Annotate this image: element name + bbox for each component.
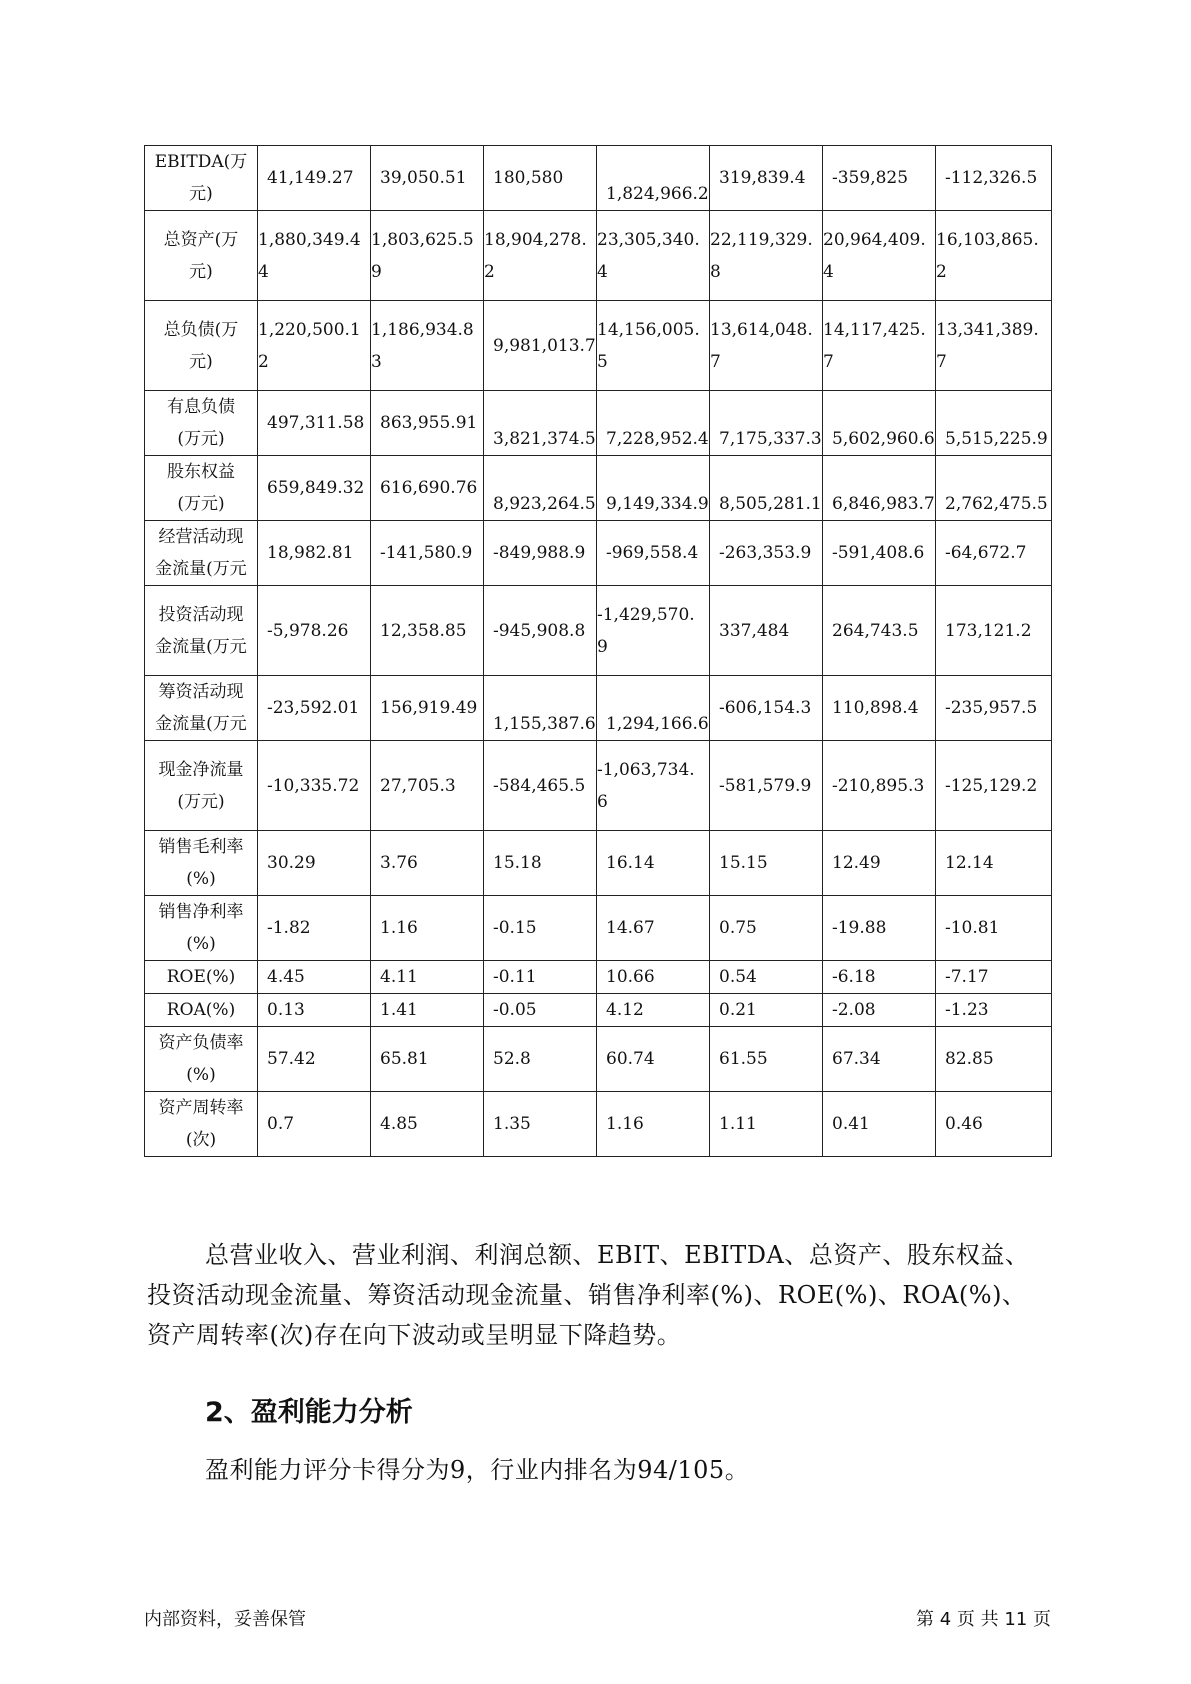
cell-value: 10.66	[606, 967, 655, 987]
cell-value: -969,558.4	[606, 543, 699, 563]
row-label	[145, 521, 258, 586]
cell-value: 3,821,374.5	[493, 429, 596, 449]
cell-value: -0.05	[493, 1000, 537, 1020]
cell-value: 4.85	[380, 1114, 418, 1134]
table-cell	[484, 1027, 597, 1092]
cell-value: -19.88	[832, 918, 887, 938]
cell-value: -584,465.5	[493, 775, 586, 796]
table-cell	[936, 741, 1052, 831]
cell-value: 57.42	[267, 1049, 316, 1069]
table-cell	[823, 896, 936, 961]
table-row	[145, 741, 1052, 831]
cell-value: 2,762,475.5	[945, 494, 1048, 514]
cell-value: 7,175,337.3	[719, 429, 822, 449]
table-cell	[258, 741, 371, 831]
cell-value: 497,311.58	[267, 413, 365, 433]
table-row	[145, 994, 1052, 1027]
table-cell	[371, 1027, 484, 1092]
table-cell	[484, 521, 597, 586]
table-cell	[371, 146, 484, 211]
table-cell	[823, 831, 936, 896]
cell-value: -64,672.7	[945, 543, 1027, 563]
cell-value: 12.49	[832, 853, 881, 873]
table-cell	[710, 146, 823, 211]
table-cell	[597, 1092, 710, 1157]
cell-value: 41,149.27	[267, 168, 354, 188]
cell-value: -7.17	[945, 967, 989, 987]
row-label-text: 经营活动现 金流量(万元	[155, 527, 247, 579]
cell-value: 4.11	[380, 967, 418, 987]
table-cell	[258, 146, 371, 211]
table-cell	[710, 961, 823, 994]
row-label	[145, 961, 258, 994]
table-cell	[936, 896, 1052, 961]
table-cell	[597, 521, 710, 586]
cell-value: 14.67	[606, 918, 655, 938]
table-cell	[371, 391, 484, 456]
table-cell	[936, 146, 1052, 211]
cell-value: -1.23	[945, 1000, 989, 1020]
table-cell	[484, 391, 597, 456]
cell-value: -263,353.9	[719, 543, 812, 563]
table-cell	[371, 586, 484, 676]
score-paragraph: 盈利能力评分卡得分为9，行业内排名为94/105。	[205, 1456, 750, 1484]
table-cell	[710, 521, 823, 586]
cell-value: 1.16	[606, 1114, 644, 1134]
cell-value: 16.14	[606, 853, 655, 873]
table-cell	[597, 391, 710, 456]
cell-value: 4.45	[267, 967, 305, 987]
cell-value: 337,484	[719, 620, 790, 641]
table-cell	[823, 456, 936, 521]
cell-value: -1,429,570. 9	[597, 604, 695, 657]
cell-value: 173,121.2	[945, 620, 1032, 641]
cell-value: -10.81	[945, 918, 1000, 938]
table-row	[145, 301, 1052, 391]
table-row	[145, 211, 1052, 301]
cell-value: 1,294,166.6	[606, 714, 709, 734]
cell-value: 18,982.81	[267, 543, 354, 563]
cell-value: 0.21	[719, 1000, 757, 1020]
table-cell	[936, 211, 1052, 301]
row-label-text: 资产周转率 (次)	[158, 1098, 244, 1150]
table-body	[145, 146, 1052, 1157]
row-label	[145, 994, 258, 1027]
cell-value: 14,117,425. 7	[823, 319, 926, 372]
table-cell	[484, 211, 597, 301]
cell-value: 82.85	[945, 1049, 994, 1069]
table-cell	[597, 896, 710, 961]
cell-value: 0.41	[832, 1114, 870, 1134]
row-label-text: 投资活动现 金流量(万元	[155, 604, 247, 657]
financial-table	[144, 145, 1052, 1157]
cell-value: -581,579.9	[719, 775, 812, 796]
cell-value: 1,803,625.5 9	[371, 229, 474, 282]
table-row	[145, 896, 1052, 961]
table-cell	[371, 896, 484, 961]
cell-value: 264,743.5	[832, 620, 919, 641]
cell-value: 6,846,983.7	[832, 494, 935, 514]
table-cell	[597, 456, 710, 521]
table-cell	[258, 896, 371, 961]
cell-value: 15.18	[493, 853, 542, 873]
cell-value: -591,408.6	[832, 543, 925, 563]
row-label-text: EBITDA(万 元)	[154, 152, 248, 204]
row-label	[145, 301, 258, 391]
row-label	[145, 676, 258, 741]
table-cell	[258, 521, 371, 586]
cell-value: 319,839.4	[719, 168, 806, 188]
cell-value: 61.55	[719, 1049, 768, 1069]
row-label-text: 股东权益 (万元)	[167, 462, 235, 514]
cell-value: -606,154.3	[719, 698, 812, 718]
table-row	[145, 146, 1052, 211]
row-label	[145, 831, 258, 896]
cell-value: -6.18	[832, 967, 876, 987]
table-cell	[823, 741, 936, 831]
cell-value: 1,220,500.1 2	[258, 319, 361, 372]
footer-page-number: 第 4 页 共 11 页	[916, 1609, 1051, 1630]
table-cell	[258, 831, 371, 896]
row-label	[145, 1027, 258, 1092]
cell-value: 15.15	[719, 853, 768, 873]
cell-value: 67.34	[832, 1049, 881, 1069]
cell-value: 1.11	[719, 1114, 757, 1134]
table-cell	[823, 301, 936, 391]
table-row	[145, 521, 1052, 586]
table-cell	[936, 961, 1052, 994]
cell-value: -210,895.3	[832, 775, 925, 796]
table-cell	[823, 961, 936, 994]
table-cell	[710, 391, 823, 456]
table-cell	[258, 961, 371, 994]
table-cell	[258, 301, 371, 391]
table-cell	[597, 676, 710, 741]
cell-value: 1.16	[380, 918, 418, 938]
table-cell	[484, 1092, 597, 1157]
cell-value: 27,705.3	[380, 775, 456, 796]
table-cell	[484, 994, 597, 1027]
cell-value: 1,155,387.6	[493, 714, 596, 734]
cell-value: 18,904,278. 2	[484, 229, 587, 282]
cell-value: 0.54	[719, 967, 757, 987]
row-label	[145, 896, 258, 961]
table-cell	[823, 1092, 936, 1157]
cell-value: 180,580	[493, 168, 564, 188]
table-cell	[258, 676, 371, 741]
cell-value: 0.13	[267, 1000, 305, 1020]
cell-value: 156,919.49	[380, 698, 478, 718]
cell-value: 0.75	[719, 918, 757, 938]
cell-value: 0.7	[267, 1114, 295, 1134]
cell-value: 4.12	[606, 1000, 644, 1020]
table-cell	[597, 994, 710, 1027]
table-cell	[936, 1027, 1052, 1092]
table-cell	[936, 676, 1052, 741]
table-cell	[710, 994, 823, 1027]
table-cell	[597, 586, 710, 676]
table-row	[145, 391, 1052, 456]
row-label	[145, 741, 258, 831]
footer-confidential: 内部资料，妥善保管	[144, 1609, 306, 1630]
row-label-text: 销售净利率 (%)	[158, 902, 244, 954]
row-label-text: 现金净流量 (万元)	[158, 759, 244, 812]
table-cell	[597, 831, 710, 896]
table-cell	[484, 586, 597, 676]
table-cell	[371, 741, 484, 831]
cell-value: 5,602,960.6	[832, 429, 935, 449]
table-cell	[371, 1092, 484, 1157]
cell-value: 12,358.85	[380, 620, 467, 641]
table-cell	[710, 586, 823, 676]
cell-value: 1,186,934.8 3	[371, 319, 474, 372]
table-cell	[710, 831, 823, 896]
table-row	[145, 1092, 1052, 1157]
row-label-text: 有息负债 (万元)	[167, 397, 235, 449]
table-cell	[597, 961, 710, 994]
cell-value: 8,923,264.5	[493, 494, 596, 514]
cell-value: 9,981,013.7	[493, 335, 596, 356]
table-cell	[371, 961, 484, 994]
table-cell	[936, 586, 1052, 676]
table-cell	[258, 586, 371, 676]
table-cell	[371, 994, 484, 1027]
table-cell	[484, 456, 597, 521]
table-cell	[258, 211, 371, 301]
cell-value: -0.15	[493, 918, 537, 938]
row-label	[145, 586, 258, 676]
cell-value: -10,335.72	[267, 775, 360, 796]
cell-value: 9,149,334.9	[606, 494, 709, 514]
cell-value: 616,690.76	[380, 478, 478, 498]
cell-value: 52.8	[493, 1049, 531, 1069]
cell-value: 22,119,329. 8	[710, 229, 813, 282]
table-cell	[936, 994, 1052, 1027]
cell-value: 1.41	[380, 1000, 418, 1020]
table-row	[145, 456, 1052, 521]
cell-value: 1.35	[493, 1114, 531, 1134]
table-cell	[371, 676, 484, 741]
table-cell	[484, 896, 597, 961]
cell-value: 1,880,349.4 4	[258, 229, 361, 282]
table-cell	[823, 586, 936, 676]
row-label	[145, 391, 258, 456]
cell-value: -125,129.2	[945, 775, 1038, 796]
cell-value: 8,505,281.1	[719, 494, 822, 514]
cell-value: -359,825	[832, 168, 909, 188]
table-cell	[484, 301, 597, 391]
table-cell	[371, 831, 484, 896]
cell-value: -2.08	[832, 1000, 876, 1020]
cell-value: 12.14	[945, 853, 994, 873]
table-cell	[258, 391, 371, 456]
table-cell	[936, 1092, 1052, 1157]
cell-value: -945,908.8	[493, 620, 586, 641]
row-label	[145, 456, 258, 521]
table-row	[145, 676, 1052, 741]
cell-value: 13,341,389. 7	[936, 319, 1039, 372]
table-cell	[484, 741, 597, 831]
cell-value: -112,326.5	[945, 168, 1038, 188]
table-cell	[597, 301, 710, 391]
cell-value: -1.82	[267, 918, 311, 938]
table-cell	[936, 456, 1052, 521]
table-row	[145, 1027, 1052, 1092]
cell-value: 863,955.91	[380, 413, 478, 433]
cell-value: 110,898.4	[832, 698, 919, 718]
table-cell	[823, 676, 936, 741]
row-label	[145, 1092, 258, 1157]
table-cell	[823, 211, 936, 301]
table-cell	[258, 994, 371, 1027]
table-cell	[371, 456, 484, 521]
table-cell	[371, 301, 484, 391]
cell-value: 659,849.32	[267, 478, 365, 498]
cell-value: -1,063,734. 6	[597, 759, 695, 812]
row-label-text: 资产负债率 (%)	[158, 1033, 244, 1085]
cell-value: 20,964,409. 4	[823, 229, 926, 282]
cell-value: 7,228,952.4	[606, 429, 709, 449]
table-cell	[710, 456, 823, 521]
row-label-text: ROE(%)	[166, 967, 236, 987]
table-cell	[597, 1027, 710, 1092]
cell-value: 3.76	[380, 853, 418, 873]
cell-value: 16,103,865. 2	[936, 229, 1039, 282]
cell-value: 0.46	[945, 1114, 983, 1134]
cell-value: -849,988.9	[493, 543, 586, 563]
table-cell	[597, 146, 710, 211]
table-cell	[597, 211, 710, 301]
row-label-text: 销售毛利率 (%)	[158, 837, 244, 889]
table-cell	[371, 211, 484, 301]
table-cell	[710, 741, 823, 831]
table-cell	[371, 521, 484, 586]
row-label-text: ROA(%)	[166, 1000, 236, 1020]
table-row	[145, 831, 1052, 896]
cell-value: -5,978.26	[267, 620, 349, 641]
table-cell	[823, 1027, 936, 1092]
row-label	[145, 146, 258, 211]
table-cell	[484, 961, 597, 994]
row-label-text: 筹资活动现 金流量(万元	[155, 682, 247, 734]
table-cell	[823, 521, 936, 586]
cell-value: 39,050.51	[380, 168, 467, 188]
summary-paragraph: 总营业收入、营业利润、利润总额、EBIT、EBITDA、总资产、股东权益、投资活动现金流量、筹资活动现金流量、销售净利率(%)、ROE(%)、ROA(%)、资产周转率(次)存在向下波动或呈明显下降趋势。	[147, 1241, 1030, 1349]
table-cell	[823, 146, 936, 211]
cell-value: -235,957.5	[945, 698, 1038, 718]
section-heading: 2、盈利能力分析	[205, 1397, 413, 1428]
table-cell	[484, 146, 597, 211]
table-cell	[936, 521, 1052, 586]
cell-value: -23,592.01	[267, 698, 360, 718]
row-label-text: 总负债(万 元)	[163, 319, 239, 372]
cell-value: 1,824,966.2	[606, 184, 709, 204]
table-cell	[258, 456, 371, 521]
table-cell	[936, 831, 1052, 896]
table-cell	[936, 391, 1052, 456]
table-cell	[710, 896, 823, 961]
cell-value: 65.81	[380, 1049, 429, 1069]
cell-value: 30.29	[267, 853, 316, 873]
table-cell	[484, 676, 597, 741]
table-cell	[710, 1027, 823, 1092]
table-cell	[597, 741, 710, 831]
table-cell	[258, 1092, 371, 1157]
table-row	[145, 586, 1052, 676]
table-row	[145, 961, 1052, 994]
table-cell	[936, 301, 1052, 391]
cell-value: 23,305,340. 4	[597, 229, 700, 282]
table-cell	[710, 211, 823, 301]
table-cell	[484, 831, 597, 896]
table-cell	[823, 994, 936, 1027]
cell-value: 13,614,048. 7	[710, 319, 813, 372]
cell-value: -0.11	[493, 967, 537, 987]
table-cell	[258, 1027, 371, 1092]
cell-value: 5,515,225.9	[945, 429, 1048, 449]
table-cell	[710, 1092, 823, 1157]
table-cell	[823, 391, 936, 456]
row-label	[145, 211, 258, 301]
table-cell	[710, 676, 823, 741]
cell-value: 14,156,005. 5	[597, 319, 700, 372]
cell-value: -141,580.9	[380, 543, 473, 563]
cell-value: 60.74	[606, 1049, 655, 1069]
row-label-text: 总资产(万 元)	[163, 229, 239, 282]
table-cell	[710, 301, 823, 391]
